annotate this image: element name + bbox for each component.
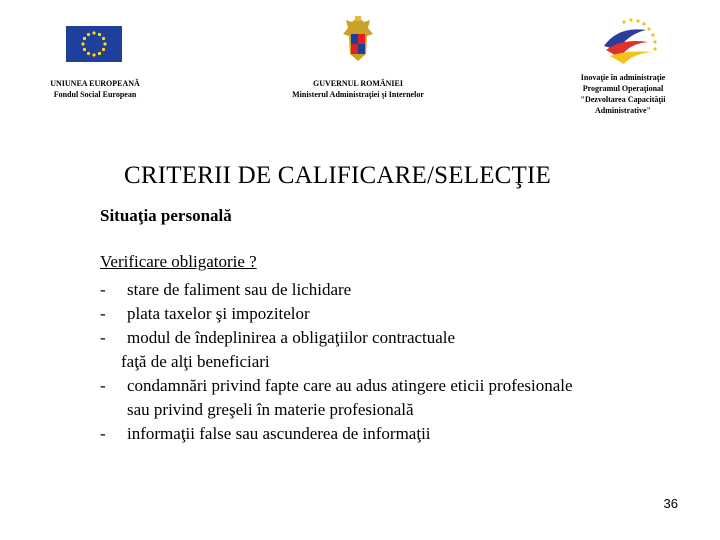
program-name-line1: Programul Operaţional [582,84,664,93]
program-logo-icon [598,16,660,68]
ministry-name: Ministerul Administraţiei şi Internelor [292,90,424,99]
list-item-text: plata taxelor şi impozitelor [127,304,310,323]
eu-star-icon [92,53,95,56]
slide-subtitle: Situaţia personală [100,206,232,225]
eu-header [20,78,170,100]
list-item-text: modul de îndeplinirea a obligaţiilor contractuale [127,328,456,347]
program-name-line2: "Dezvoltarea Capacităţii [580,95,666,104]
list-item-text: condamnări privind fapte care au adus atingere eticii profesionale [127,376,573,395]
list-item [100,374,700,422]
list-dash: - [100,328,106,347]
eu-star-icon [92,31,95,34]
government-header [268,78,448,100]
list-item [100,422,700,446]
government-name: GUVERNUL ROMÂNIEI [312,79,403,88]
program-name-line3: Administrative" [595,106,651,115]
list-item [100,302,700,326]
eu-star-icon [83,48,86,51]
list-item-continuation: faţă de alţi beneficiari [121,352,270,371]
list-item [100,278,700,302]
eu-star-icon [103,42,106,45]
eu-star-icon [81,42,84,45]
slide-title: CRITERII DE CALIFICARE/SELECŢIE [124,162,552,189]
eu-name: UNIUNEA EUROPEANĂ [50,79,140,88]
list-item-text: informaţii false sau ascunderea de informaţii [127,424,431,443]
eu-star-icon [98,33,101,36]
eu-star-icon [87,33,90,36]
list-dash: - [100,280,106,299]
list-item-text: stare de faliment sau de lichidare [127,280,352,299]
program-header [556,72,690,116]
eu-star-icon [102,37,105,40]
list-dash: - [100,424,106,443]
list-item [100,326,700,374]
page-number: 36 [663,496,678,511]
eu-fund: Fondul Social European [53,90,137,99]
checklist-heading: Verificare obligatorie ? [100,252,257,271]
list-dash: - [100,304,106,323]
criteria-list [100,278,700,446]
eu-star-icon [87,52,90,55]
list-dash: - [100,376,106,395]
program-slogan: Inovaţie în administraţie [580,73,666,82]
eu-star-icon [102,48,105,51]
romania-coat-of-arms-icon [340,14,376,64]
eu-star-icon [98,52,101,55]
eu-flag-icon [66,26,122,62]
eu-star-icon [83,37,86,40]
list-item-continuation: sau privind greşeli în materie profesională [127,400,414,419]
